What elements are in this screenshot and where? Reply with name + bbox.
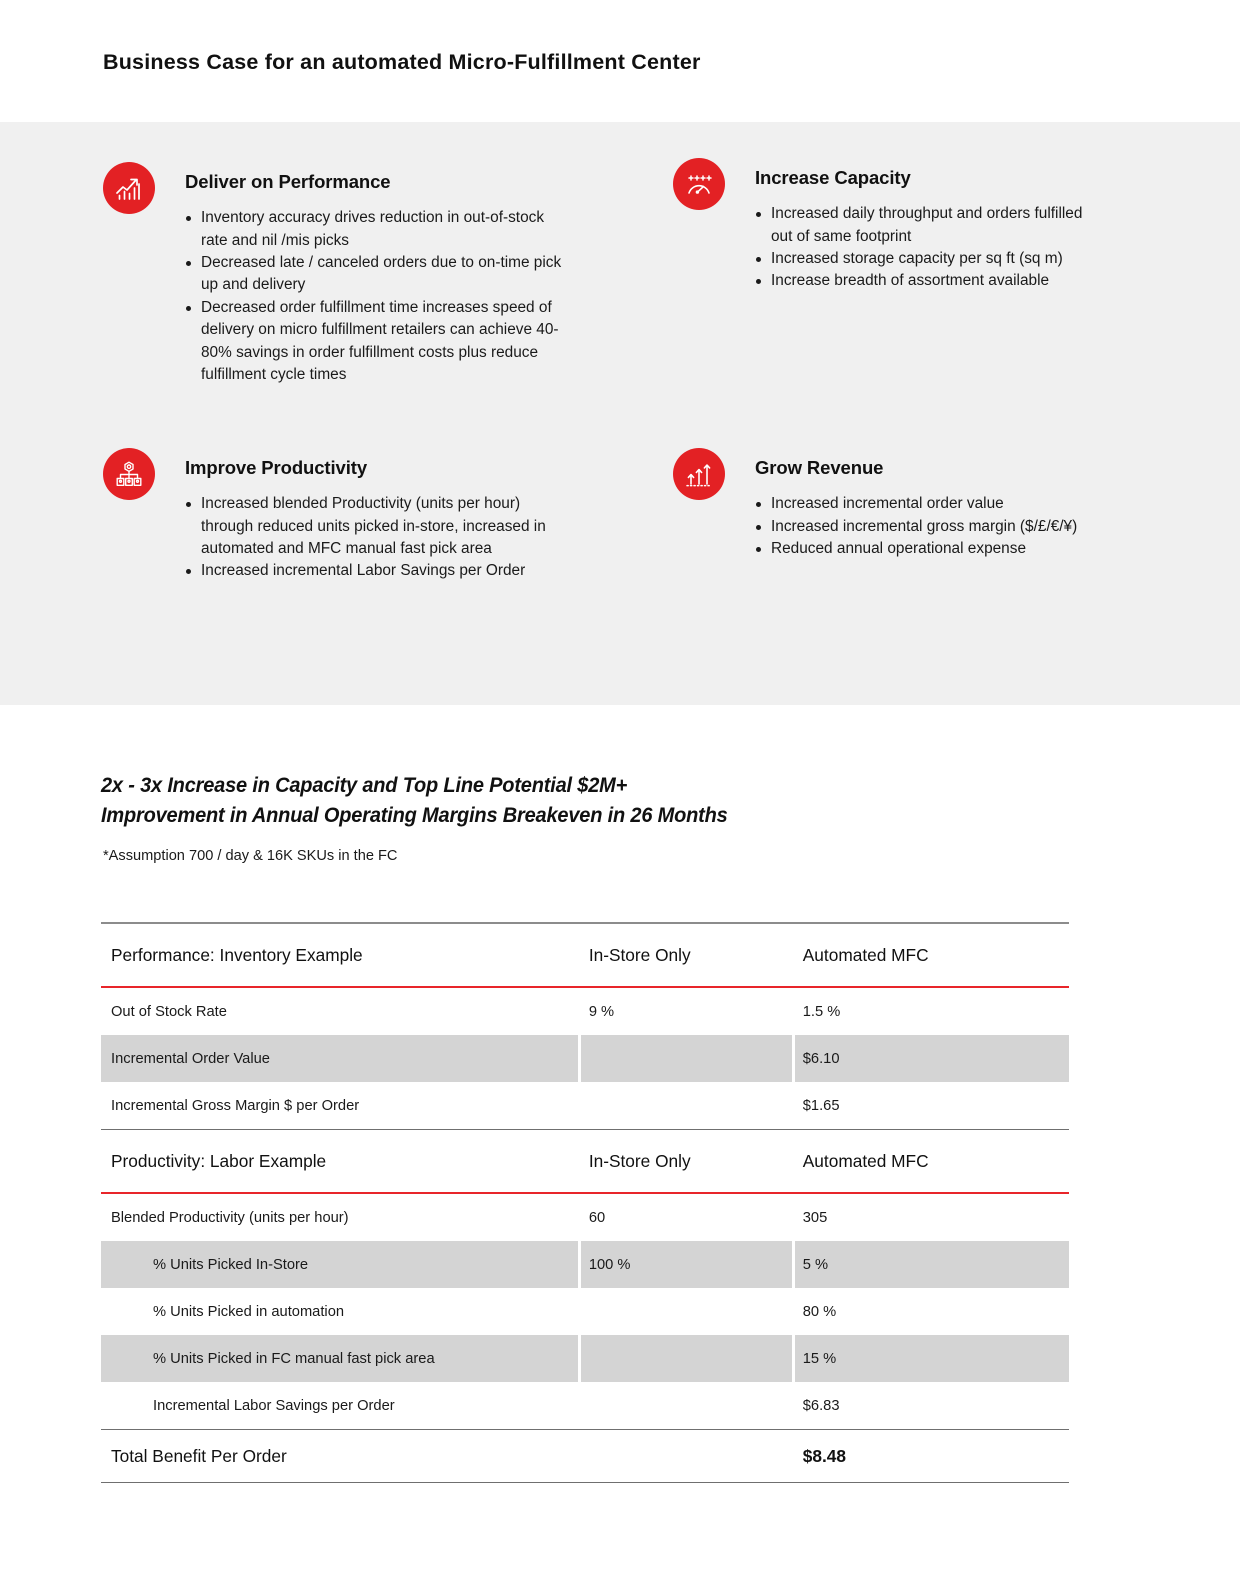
table-section-header	[101, 1130, 1069, 1194]
list-item: Increase breadth of assortment available	[755, 270, 1103, 292]
page-title: Business Case for an automated Micro-Fulfillment Center	[103, 50, 701, 74]
table-row	[101, 1082, 1069, 1130]
column-header-metric: Productivity: Labor Example	[101, 1130, 581, 1194]
benefit-heading: Grow Revenue	[755, 457, 884, 478]
benefit-heading: Increase Capacity	[755, 167, 911, 188]
row-label: % Units Picked in automation	[153, 1303, 345, 1320]
benefit-bullets	[185, 207, 573, 386]
row-value-in-store	[581, 1335, 795, 1382]
org-hierarchy-icon	[103, 448, 155, 500]
benefit-bullets	[755, 203, 1103, 293]
column-header-metric: Performance: Inventory Example	[101, 923, 581, 987]
total-label: Total Benefit Per Order	[101, 1430, 581, 1483]
benefit-summary-table	[101, 922, 1069, 1483]
row-value-mfc: $1.65	[802, 1097, 840, 1114]
benefit-card-increase-capacity	[673, 158, 1103, 293]
column-header-in-store: In-Store Only	[581, 923, 795, 987]
row-value-mfc: $6.83	[802, 1397, 840, 1414]
row-value-mfc: 1.5 %	[802, 1003, 841, 1020]
row-value-mfc: 305	[802, 1209, 828, 1226]
row-value-in-store	[581, 1382, 795, 1430]
row-value-mfc: $6.10	[795, 1035, 1069, 1082]
total-value-mfc: $8.48	[795, 1430, 1069, 1483]
benefit-heading: Improve Productivity	[185, 457, 368, 478]
section-headline	[101, 770, 938, 830]
benefit-card-grow-revenue	[673, 448, 1103, 560]
row-value-mfc: 5 %	[795, 1241, 1069, 1288]
rising-arrows-icon	[673, 448, 725, 500]
benefit-card-deliver-on-performance	[103, 162, 573, 386]
headline-line-1: 2x - 3x Increase in Capacity and Top Line Potential $2M+	[101, 773, 628, 797]
row-label: Incremental Order Value	[101, 1035, 581, 1082]
gauge-icon	[673, 158, 725, 210]
table-row	[101, 1382, 1069, 1430]
row-label: Out of Stock Rate	[111, 1003, 227, 1020]
column-header-automated-mfc: Automated MFC	[795, 1130, 1069, 1194]
column-header-in-store: In-Store Only	[581, 1130, 795, 1194]
assumption-note: *Assumption 700 / day & 16K SKUs in the FC	[103, 848, 398, 864]
row-label: % Units Picked in FC manual fast pick area	[101, 1335, 581, 1382]
table-row	[101, 1335, 1069, 1382]
row-value-in-store: 9 %	[588, 1003, 615, 1020]
row-label: Incremental Labor Savings per Order	[153, 1397, 395, 1414]
table-row	[101, 1288, 1069, 1335]
list-item: Decreased late / canceled orders due to on-time pick up and delivery	[185, 252, 573, 297]
list-item: Decreased order fulfillment time increases speed of delivery on micro fulfillment retailers can achieve 40-80% savings in order fulfillment costs plus reduce fulfillment cycle times	[185, 297, 573, 387]
list-item: Increased incremental gross margin ($/£/€/¥)	[755, 516, 1103, 538]
row-value-in-store	[581, 1288, 795, 1335]
benefits-band	[0, 122, 1240, 705]
table-section-header	[101, 923, 1069, 987]
row-value-mfc: 80 %	[802, 1303, 837, 1320]
row-label: % Units Picked In-Store	[101, 1241, 581, 1288]
row-value-in-store	[581, 1082, 795, 1130]
headline-line-2: Improvement in Annual Operating Margins Breakeven in 26 Months	[101, 803, 728, 827]
benefit-card-improve-productivity	[103, 448, 573, 583]
row-value-mfc: 15 %	[795, 1335, 1069, 1382]
list-item: Inventory accuracy drives reduction in out-of-stock rate and nil /mis picks	[185, 207, 573, 252]
row-value-in-store: 100 %	[581, 1241, 795, 1288]
table-row	[101, 987, 1069, 1035]
table-row	[101, 1241, 1069, 1288]
list-item: Increased blended Productivity (units per hour) through reduced units picked in-store, increased in automated and MFC manual fast pick area	[185, 493, 573, 560]
list-item: Increased incremental order value	[755, 493, 1103, 515]
table-row	[101, 1193, 1069, 1241]
column-header-automated-mfc: Automated MFC	[795, 923, 1069, 987]
row-value-in-store	[581, 1035, 795, 1082]
list-item: Reduced annual operational expense	[755, 538, 1103, 560]
row-value-in-store: 60	[588, 1209, 606, 1226]
row-label: Incremental Gross Margin $ per Order	[111, 1097, 360, 1114]
list-item: Increased incremental Labor Savings per Order	[185, 560, 573, 582]
row-label: Blended Productivity (units per hour)	[111, 1209, 349, 1226]
growth-chart-icon	[103, 162, 155, 214]
benefit-bullets	[755, 493, 1103, 560]
benefit-bullets	[185, 493, 573, 583]
list-item: Increased storage capacity per sq ft (sq m)	[755, 248, 1103, 270]
table-row	[101, 1035, 1069, 1082]
table-total-row	[101, 1430, 1069, 1483]
benefit-heading: Deliver on Performance	[185, 171, 391, 192]
total-value-in-store	[581, 1430, 795, 1483]
list-item: Increased daily throughput and orders fulfilled out of same footprint	[755, 203, 1103, 248]
